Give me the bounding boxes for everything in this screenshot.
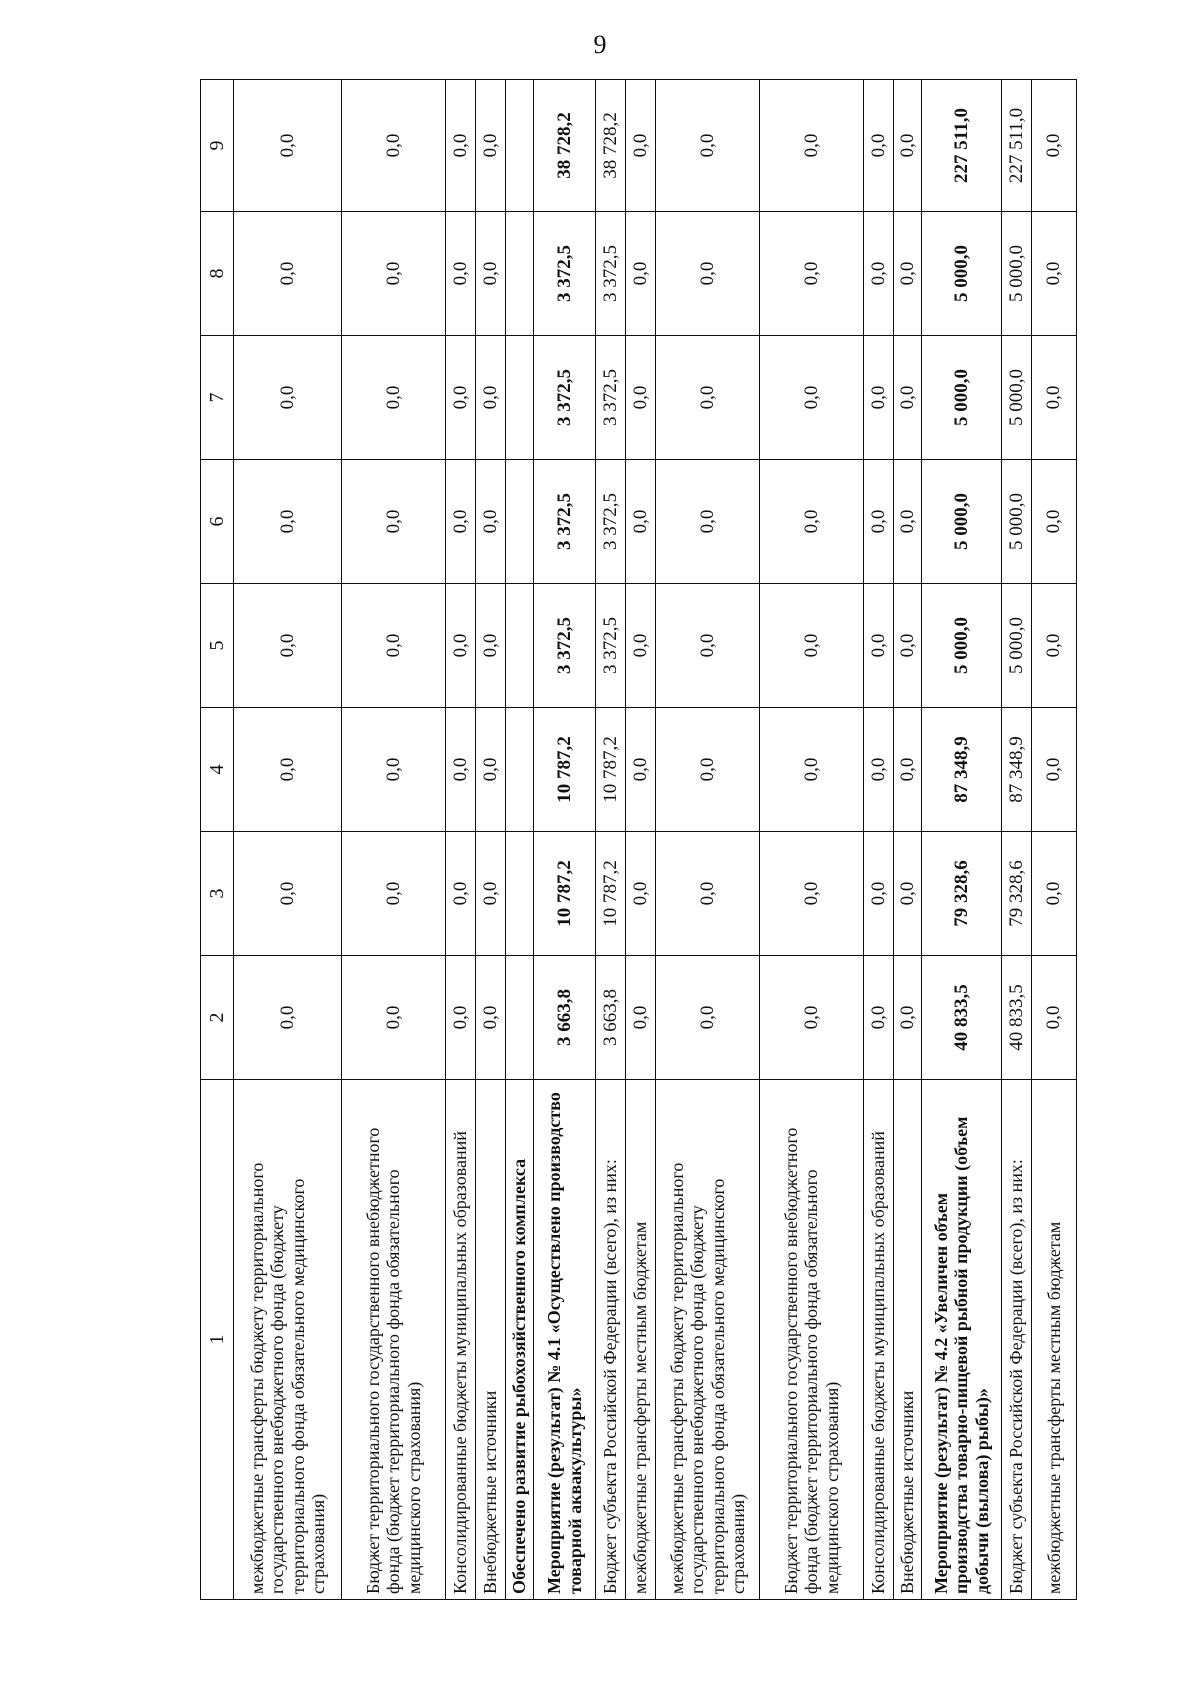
value-cell: 5 000,0 xyxy=(922,212,1002,336)
table-row xyxy=(760,80,864,1600)
row-label: Мероприятие (результат) № 4.1 «Осуществлено производство товарной аквакультуры» xyxy=(534,1080,596,1600)
value-cell: 0,0 xyxy=(234,956,342,1080)
value-cell xyxy=(506,584,534,708)
value-cell: 0,0 xyxy=(626,708,656,832)
value-cell: 0,0 xyxy=(342,956,446,1080)
table-row xyxy=(894,80,922,1600)
value-cell: 0,0 xyxy=(656,832,760,956)
value-cell: 0,0 xyxy=(342,80,446,212)
row-label: Консолидированные бюджеты муниципальных образований xyxy=(446,1080,476,1600)
value-cell: 0,0 xyxy=(342,832,446,956)
value-cell xyxy=(506,832,534,956)
value-cell: 0,0 xyxy=(894,212,922,336)
table-row xyxy=(1032,80,1077,1600)
value-cell: 0,0 xyxy=(342,584,446,708)
value-cell: 0,0 xyxy=(894,336,922,460)
value-cell: 0,0 xyxy=(476,708,506,832)
value-cell: 0,0 xyxy=(476,584,506,708)
value-cell xyxy=(506,80,534,212)
row-label: межбюджетные трансферты местным бюджетам xyxy=(626,1080,656,1600)
value-cell xyxy=(506,956,534,1080)
value-cell: 0,0 xyxy=(626,584,656,708)
value-cell: 0,0 xyxy=(342,336,446,460)
value-cell: 0,0 xyxy=(894,832,922,956)
value-cell: 3 372,5 xyxy=(534,584,596,708)
value-cell: 0,0 xyxy=(760,336,864,460)
value-cell: 0,0 xyxy=(656,460,760,584)
value-cell: 0,0 xyxy=(626,80,656,212)
value-cell: 0,0 xyxy=(234,708,342,832)
value-cell: 0,0 xyxy=(864,336,894,460)
value-cell: 0,0 xyxy=(446,460,476,584)
table-row xyxy=(596,80,626,1600)
value-cell: 0,0 xyxy=(760,708,864,832)
value-cell: 5 000,0 xyxy=(922,336,1002,460)
row-label: Обеспечено развитие рыбохозяйственного комплекса xyxy=(506,1080,534,1600)
value-cell: 0,0 xyxy=(656,212,760,336)
value-cell: 0,0 xyxy=(476,956,506,1080)
value-cell: 0,0 xyxy=(894,460,922,584)
value-cell: 3 372,5 xyxy=(534,460,596,584)
table-body xyxy=(234,80,1077,1600)
value-cell: 0,0 xyxy=(1032,80,1077,212)
value-cell: 3 372,5 xyxy=(596,460,626,584)
column-header: 3 xyxy=(201,832,234,956)
column-header: 9 xyxy=(201,80,234,212)
value-cell: 0,0 xyxy=(476,80,506,212)
value-cell: 0,0 xyxy=(342,212,446,336)
value-cell: 10 787,2 xyxy=(534,708,596,832)
value-cell: 87 348,9 xyxy=(922,708,1002,832)
value-cell: 0,0 xyxy=(894,956,922,1080)
column-header: 7 xyxy=(201,336,234,460)
value-cell: 0,0 xyxy=(446,832,476,956)
value-cell: 3 372,5 xyxy=(596,212,626,336)
table-row xyxy=(234,80,342,1600)
value-cell: 0,0 xyxy=(760,832,864,956)
value-cell: 0,0 xyxy=(894,584,922,708)
table-row xyxy=(864,80,894,1600)
value-cell: 0,0 xyxy=(1032,832,1077,956)
row-label: Консолидированные бюджеты муниципальных образований xyxy=(864,1080,894,1600)
value-cell: 3 663,8 xyxy=(596,956,626,1080)
value-cell xyxy=(506,708,534,832)
value-cell: 0,0 xyxy=(446,336,476,460)
value-cell: 40 833,5 xyxy=(922,956,1002,1080)
value-cell: 0,0 xyxy=(1032,708,1077,832)
column-header: 5 xyxy=(201,584,234,708)
value-cell: 0,0 xyxy=(626,336,656,460)
value-cell: 79 328,6 xyxy=(922,832,1002,956)
row-label: Бюджет субъекта Российской Федерации (всего), из них: xyxy=(596,1080,626,1600)
value-cell: 227 511,0 xyxy=(922,80,1002,212)
value-cell: 0,0 xyxy=(476,336,506,460)
rotated-table-wrapper xyxy=(200,80,1080,1600)
row-label: Бюджет территориального государственного внебюджетного фонда (бюджет территориального фонда обязательного медицинского страхования) xyxy=(342,1080,446,1600)
value-cell: 0,0 xyxy=(864,460,894,584)
value-cell: 0,0 xyxy=(446,212,476,336)
value-cell: 0,0 xyxy=(894,80,922,212)
value-cell: 0,0 xyxy=(234,460,342,584)
value-cell: 0,0 xyxy=(234,584,342,708)
value-cell: 0,0 xyxy=(864,212,894,336)
budget-table xyxy=(200,79,1077,1600)
value-cell: 0,0 xyxy=(864,708,894,832)
row-label: межбюджетные трансферты бюджету территориального государственного внебюджетного фонда (бюджету территориального фонда обязательного медицинского страхования) xyxy=(234,1080,342,1600)
value-cell: 79 328,6 xyxy=(1002,832,1032,956)
value-cell: 0,0 xyxy=(626,212,656,336)
value-cell xyxy=(506,460,534,584)
value-cell: 0,0 xyxy=(626,460,656,584)
value-cell: 0,0 xyxy=(234,832,342,956)
value-cell: 0,0 xyxy=(1032,336,1077,460)
value-cell: 10 787,2 xyxy=(534,832,596,956)
column-header: 6 xyxy=(201,460,234,584)
value-cell: 0,0 xyxy=(626,832,656,956)
value-cell: 0,0 xyxy=(864,956,894,1080)
table-row xyxy=(476,80,506,1600)
table-row xyxy=(506,80,534,1600)
value-cell: 0,0 xyxy=(234,336,342,460)
value-cell: 0,0 xyxy=(342,708,446,832)
table-row xyxy=(626,80,656,1600)
table-row xyxy=(342,80,446,1600)
value-cell: 0,0 xyxy=(446,708,476,832)
value-cell: 3 372,5 xyxy=(534,212,596,336)
value-cell: 87 348,9 xyxy=(1002,708,1032,832)
value-cell: 0,0 xyxy=(894,708,922,832)
column-header: 2 xyxy=(201,956,234,1080)
value-cell: 5 000,0 xyxy=(1002,460,1032,584)
value-cell: 0,0 xyxy=(760,584,864,708)
row-label: Мероприятие (результат) № 4.2 «Увеличен объем производства товарно-пищевой рыбной продукции (объем добычи (вылова) рыбы)» xyxy=(922,1080,1002,1600)
value-cell: 0,0 xyxy=(234,80,342,212)
value-cell: 5 000,0 xyxy=(1002,212,1032,336)
column-header: 1 xyxy=(201,1080,234,1600)
value-cell: 0,0 xyxy=(476,212,506,336)
value-cell xyxy=(506,336,534,460)
row-label: Бюджет субъекта Российской Федерации (всего), из них: xyxy=(1002,1080,1032,1600)
value-cell xyxy=(506,212,534,336)
value-cell: 3 372,5 xyxy=(596,336,626,460)
page-number: 9 xyxy=(593,30,607,59)
row-label: Внебюджетные источники xyxy=(476,1080,506,1600)
value-cell: 38 728,2 xyxy=(534,80,596,212)
value-cell: 0,0 xyxy=(1032,460,1077,584)
value-cell: 10 787,2 xyxy=(596,832,626,956)
table-row xyxy=(446,80,476,1600)
value-cell: 0,0 xyxy=(476,460,506,584)
value-cell: 0,0 xyxy=(1032,212,1077,336)
value-cell: 0,0 xyxy=(342,460,446,584)
value-cell: 0,0 xyxy=(656,336,760,460)
value-cell: 0,0 xyxy=(864,832,894,956)
value-cell: 0,0 xyxy=(656,584,760,708)
value-cell: 0,0 xyxy=(234,212,342,336)
value-cell: 0,0 xyxy=(1032,584,1077,708)
row-label: Внебюджетные источники xyxy=(894,1080,922,1600)
value-cell: 0,0 xyxy=(1032,956,1077,1080)
value-cell: 0,0 xyxy=(656,80,760,212)
value-cell: 0,0 xyxy=(864,584,894,708)
value-cell: 10 787,2 xyxy=(596,708,626,832)
value-cell: 0,0 xyxy=(864,80,894,212)
value-cell: 5 000,0 xyxy=(1002,584,1032,708)
value-cell: 0,0 xyxy=(760,956,864,1080)
column-header: 8 xyxy=(201,212,234,336)
value-cell: 0,0 xyxy=(656,956,760,1080)
row-label: Бюджет территориального государственного внебюджетного фонда (бюджет территориального фонда обязательного медицинского страхования) xyxy=(760,1080,864,1600)
table-row xyxy=(656,80,760,1600)
value-cell: 3 372,5 xyxy=(596,584,626,708)
value-cell: 0,0 xyxy=(446,584,476,708)
value-cell: 0,0 xyxy=(760,80,864,212)
table-row xyxy=(922,80,1002,1600)
value-cell: 227 511,0 xyxy=(1002,80,1032,212)
value-cell: 5 000,0 xyxy=(922,584,1002,708)
row-label: межбюджетные трансферты бюджету территориального государственного внебюджетного фонда (бюджету территориального фонда обязательного медицинского страхования) xyxy=(656,1080,760,1600)
table-row xyxy=(534,80,596,1600)
header-row xyxy=(201,80,234,1600)
value-cell: 0,0 xyxy=(446,80,476,212)
value-cell: 40 833,5 xyxy=(1002,956,1032,1080)
value-cell: 0,0 xyxy=(760,460,864,584)
row-label: межбюджетные трансферты местным бюджетам xyxy=(1032,1080,1077,1600)
value-cell: 5 000,0 xyxy=(922,460,1002,584)
value-cell: 0,0 xyxy=(626,956,656,1080)
value-cell: 0,0 xyxy=(446,956,476,1080)
value-cell: 0,0 xyxy=(656,708,760,832)
value-cell: 3 372,5 xyxy=(534,336,596,460)
value-cell: 5 000,0 xyxy=(1002,336,1032,460)
value-cell: 0,0 xyxy=(476,832,506,956)
value-cell: 38 728,2 xyxy=(596,80,626,212)
column-header: 4 xyxy=(201,708,234,832)
table-row xyxy=(1002,80,1032,1600)
value-cell: 0,0 xyxy=(760,212,864,336)
value-cell: 3 663,8 xyxy=(534,956,596,1080)
